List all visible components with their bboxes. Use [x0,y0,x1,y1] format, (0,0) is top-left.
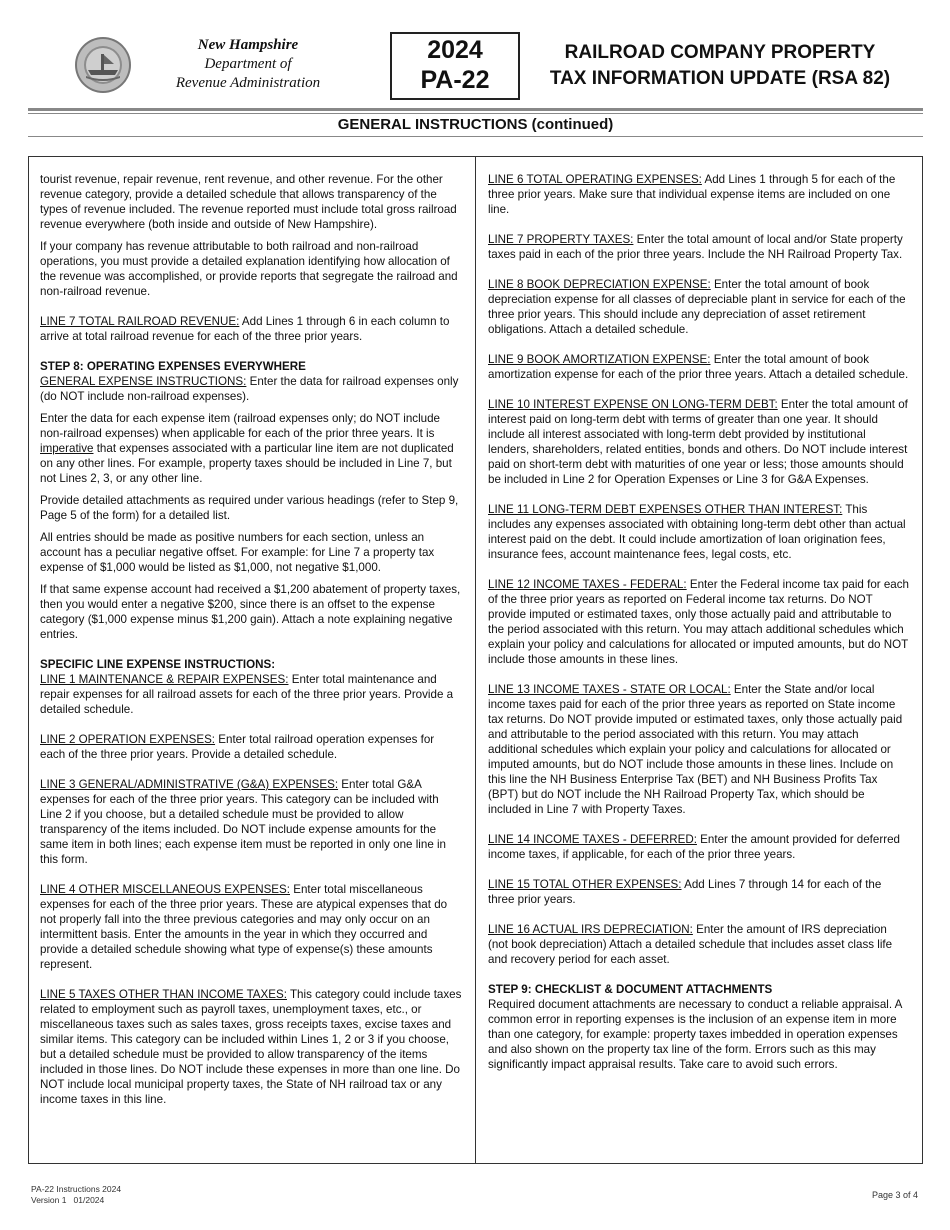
attachments-paragraph: Provide detailed attachments as required under various headings (refer to Step 9, Page 5 of the form) for a detailed list. [40,494,459,522]
line15-instruction [488,877,910,907]
line8-text: Enter the total amount of book depreciation expense for all classes of depreciable plant in service for each of the three prior years. This should include any depreciation of asset retirement obligations. Attach a detailed schedule. [488,278,906,336]
each-expense-text-b: that expenses associated with a particular line item are not duplicated on any other lines. For example, property taxes should be included in Line 7, but not Lines 2, 3, or any other line. [40,442,454,485]
line3-text: Enter total G&A expenses for each of the three prior years. This category can be included with Line 2 if you choose, but a detailed schedule must be provided to allow transparency of the items included. Do NOT include expense amounts for the same item in both lines; each expense item must be reported in only one line in this form. [40,778,447,866]
line5-label: LINE 5 TAXES OTHER THAN INCOME TAXES: [40,988,287,1001]
line16-instruction [488,922,910,967]
allocation-paragraph: If your company has revenue attributable to both railroad and non-railroad operations, you must provide a detailed explanation identifying how allocation of the revenue was accomplished, or provide reports that segregate the railroad and non-railroad revenue. [40,240,458,298]
line8-label: LINE 8 BOOK DEPRECIATION EXPENSE: [488,278,711,291]
line10-instruction [488,397,910,487]
imperative-word: imperative [40,442,94,455]
header-rule-thin [28,113,923,114]
line2-instruction [40,732,462,762]
line7-text: Enter the total amount of local and/or State property taxes paid in each of the prior three years. Include the NH Railroad Property Tax. [488,233,903,261]
line9-instruction [488,352,910,382]
line1-text: Enter total maintenance and repair expenses for all railroad assets for each of the three prior years. Provide a detailed schedule. [40,673,454,716]
agency-block [150,36,346,93]
step8-block [40,359,462,404]
line4-text: Enter total miscellaneous expenses for each of the three prior years. These are atypical expenses that do not properly fall into the three previous categories and may only occur on an intermittent basis. Enter the amounts in the year in which they occurred and provide a detailed schedule showing what type of expense(s) these amounts represent. [40,883,448,971]
line16-label: LINE 16 ACTUAL IRS DEPRECIATION: [488,923,693,936]
line2-text: Enter total railroad operation expenses for each of the three prior years. Provide a detailed schedule. [40,733,435,761]
line14-label: LINE 14 INCOME TAXES - DEFERRED: [488,833,697,846]
general-expense-label: GENERAL EXPENSE INSTRUCTIONS: [40,375,247,388]
line10-text: Enter the total amount of interest paid on long-term debt with terms of greater than one year. It should include all interest associated with long-term debt provided by institutional lenders, shareholders, related entities, bonds and others. Do NOT include interest paid on short-term debt with maturities of one year or less; those amounts should be included in Line 2 for Operation Expenses or Line 3 for G&A Expenses. [488,398,908,486]
step9-heading: STEP 9: CHECKLIST & DOCUMENT ATTACHMENTS [488,983,773,996]
line7-label: LINE 7 PROPERTY TAXES: [488,233,634,246]
form-title-line-2: TAX INFORMATION UPDATE (RSA 82) [549,68,891,89]
each-expense-paragraph [40,411,462,486]
line12-label: LINE 12 INCOME TAXES - FEDERAL: [488,578,687,591]
line7-instruction [488,232,910,262]
agency-name: Revenue Administration [175,75,321,91]
line6-text: Add Lines 1 through 5 for each of the three prior years. Make sure that individual expense items are included on one line. [488,173,896,216]
line7-revenue-instruction [40,314,462,344]
line3-label: LINE 3 GENERAL/ADMINISTRATIVE (G&A) EXPENSES: [40,778,339,791]
revenue-paragraph: tourist revenue, repair revenue, rent revenue, and other revenue. For the other revenue category, provide a detailed schedule that allows transparency of the types of revenue included. The revenue reported must include total gross railroad revenue everywhere (both inside and outside of New Hampshire). [40,173,457,231]
line13-instruction [488,682,910,817]
line5-text: This category could include taxes related to employment such as payroll taxes, unemployment taxes, etc., or miscellaneous taxes such as sales taxes, gross receipts taxes, excise taxes and similar items. This category can be included within Lines 1, 2 or 3 if you choose, but a detailed schedule must be provided to allow transparency of the items included in those lines. Do NOT include these expenses in more than one line. Do NOT include local municipal property taxes, the State of NH railroad tax or any income taxes in this line. [40,988,462,1106]
line1-instruction [40,657,462,717]
line14-text: Enter the amount provided for deferred income taxes, if applicable, for each of the prior three years. [488,833,900,861]
line15-text: Add Lines 7 through 14 for each of the three prior years. [488,878,882,906]
line1-label: LINE 1 MAINTENANCE & REPAIR EXPENSES: [40,673,289,686]
line16-text: Enter the amount of IRS depreciation (not book depreciation) Attach a detailed schedule that includes asset class life and recovery period for each asset. [488,923,893,966]
positive-numbers-paragraph: All entries should be made as positive numbers for each section, unless an account has a peculiar negative offset. For example: for Line 7 a property tax expense of $1,000 would be listed as $1,000, not negative $1,000. [40,531,435,574]
line7-revenue-label: LINE 7 TOTAL RAILROAD REVENUE: [40,315,240,328]
right-column [488,172,910,1079]
each-expense-text-a: Enter the data for each expense item (railroad expenses only; do NOT include non-railroad expenses) when applicable for each of the prior three years. It is [40,412,440,440]
line6-instruction [488,172,910,217]
line15-label: LINE 15 TOTAL OTHER EXPENSES: [488,878,682,891]
nh-state-seal-icon [74,36,132,94]
line6-label: LINE 6 TOTAL OPERATING EXPENSES: [488,173,702,186]
specific-heading: SPECIFIC LINE EXPENSE INSTRUCTIONS: [40,658,276,671]
subtitle-rule [28,136,923,137]
line9-label: LINE 9 BOOK AMORTIZATION EXPENSE: [488,353,711,366]
line9-text: Enter the total amount of book amortization expense for each of the prior three years. Attach a detailed schedule. [488,353,909,381]
line7-revenue-text: Add Lines 1 through 6 in each column to arrive at total railroad revenue for each of the three prior years. [40,315,450,343]
step9-block [488,982,910,1072]
footer-version: Version 1 01/2024 [31,1195,105,1205]
line5-instruction [40,987,462,1107]
form-year: 2024 [427,36,483,64]
agency-state: New Hampshire [197,37,299,53]
line12-text: Enter the Federal income tax paid for each of the three prior years as reported on Federal income tax returns. Do NOT provide imputed or estimated taxes, only those actually paid and attributable to the period associated with this return. You may attach additional schedules which explain your policy and calculations for allocated or imputed amounts, but do NOT include those amounts in these lines. [488,578,909,666]
line11-text: This includes any expenses associated with obtaining long-term debt other than actual interest paid on the debt. It could include amortization of loan origination fees, insurance fees, account maintenance fees, legal costs, etc. [488,503,906,561]
line3-instruction [40,777,462,867]
column-divider [475,156,476,1164]
page-number: Page 3 of 4 [871,1190,918,1200]
line14-instruction [488,832,910,862]
line4-label: LINE 4 OTHER MISCELLANEOUS EXPENSES: [40,883,290,896]
footer-doc-info [31,1184,121,1206]
form-number: PA-22 [420,66,490,94]
left-column [40,172,462,1114]
form-title [530,40,910,92]
step9-text: Required document attachments are necessary to conduct a reliable appraisal. A common error in reporting expenses is the inclusion of an expense item in more than one category, for example: property taxes imbedded in operation expenses and also shown on the property tax line of the form. Errors such as this may significantly impact appraisal results. Take care to avoid such errors. [488,998,902,1071]
step8-heading: STEP 8: OPERATING EXPENSES EVERYWHERE [40,360,306,373]
header-rule [28,108,923,111]
footer-doc-name: PA-22 Instructions 2024 [31,1184,122,1194]
line4-instruction [40,882,462,972]
section-subtitle: GENERAL INSTRUCTIONS (continued) [337,116,614,133]
line8-instruction [488,277,910,337]
line2-label: LINE 2 OPERATION EXPENSES: [40,733,216,746]
line11-label: LINE 11 LONG-TERM DEBT EXPENSES OTHER THAN INTEREST: [488,503,843,516]
line10-label: LINE 10 INTEREST EXPENSE ON LONG-TERM DEBT: [488,398,778,411]
line12-instruction [488,577,910,667]
line13-label: LINE 13 INCOME TAXES - STATE OR LOCAL: [488,683,731,696]
line13-text: Enter the State and/or local income taxes paid for each of the prior three years as reported on State income tax returns. Do NOT provide imputed or estimated taxes, only those actually paid and attributable to the period associated with this return. You may attach additional schedules which explain your policy and calculations for allocated or imputed amounts, but do NOT include those amounts in these lines. Include on this line the NH Business Enterprise Tax (BET) and NH Business Profits Tax (BPT) but do NOT include the NH Railroad Property Tax, which should be included in Line 7 with Property Taxes. [488,683,903,816]
agency-department: Department of [204,56,292,72]
form-title-line-1: RAILROAD COMPANY PROPERTY [564,42,876,63]
abatement-paragraph: If that same expense account had received a $1,200 abatement of property taxes, then you would enter a negative $200, since there is an offset to the expense category ($1,000 expense minus $1,200 gain). Attach a note explaining negative entries. [40,583,461,641]
form-id-box [390,32,520,100]
line11-instruction [488,502,910,562]
general-expense-text: Enter the data for railroad expenses only (do NOT include non-railroad expenses). [40,375,459,403]
